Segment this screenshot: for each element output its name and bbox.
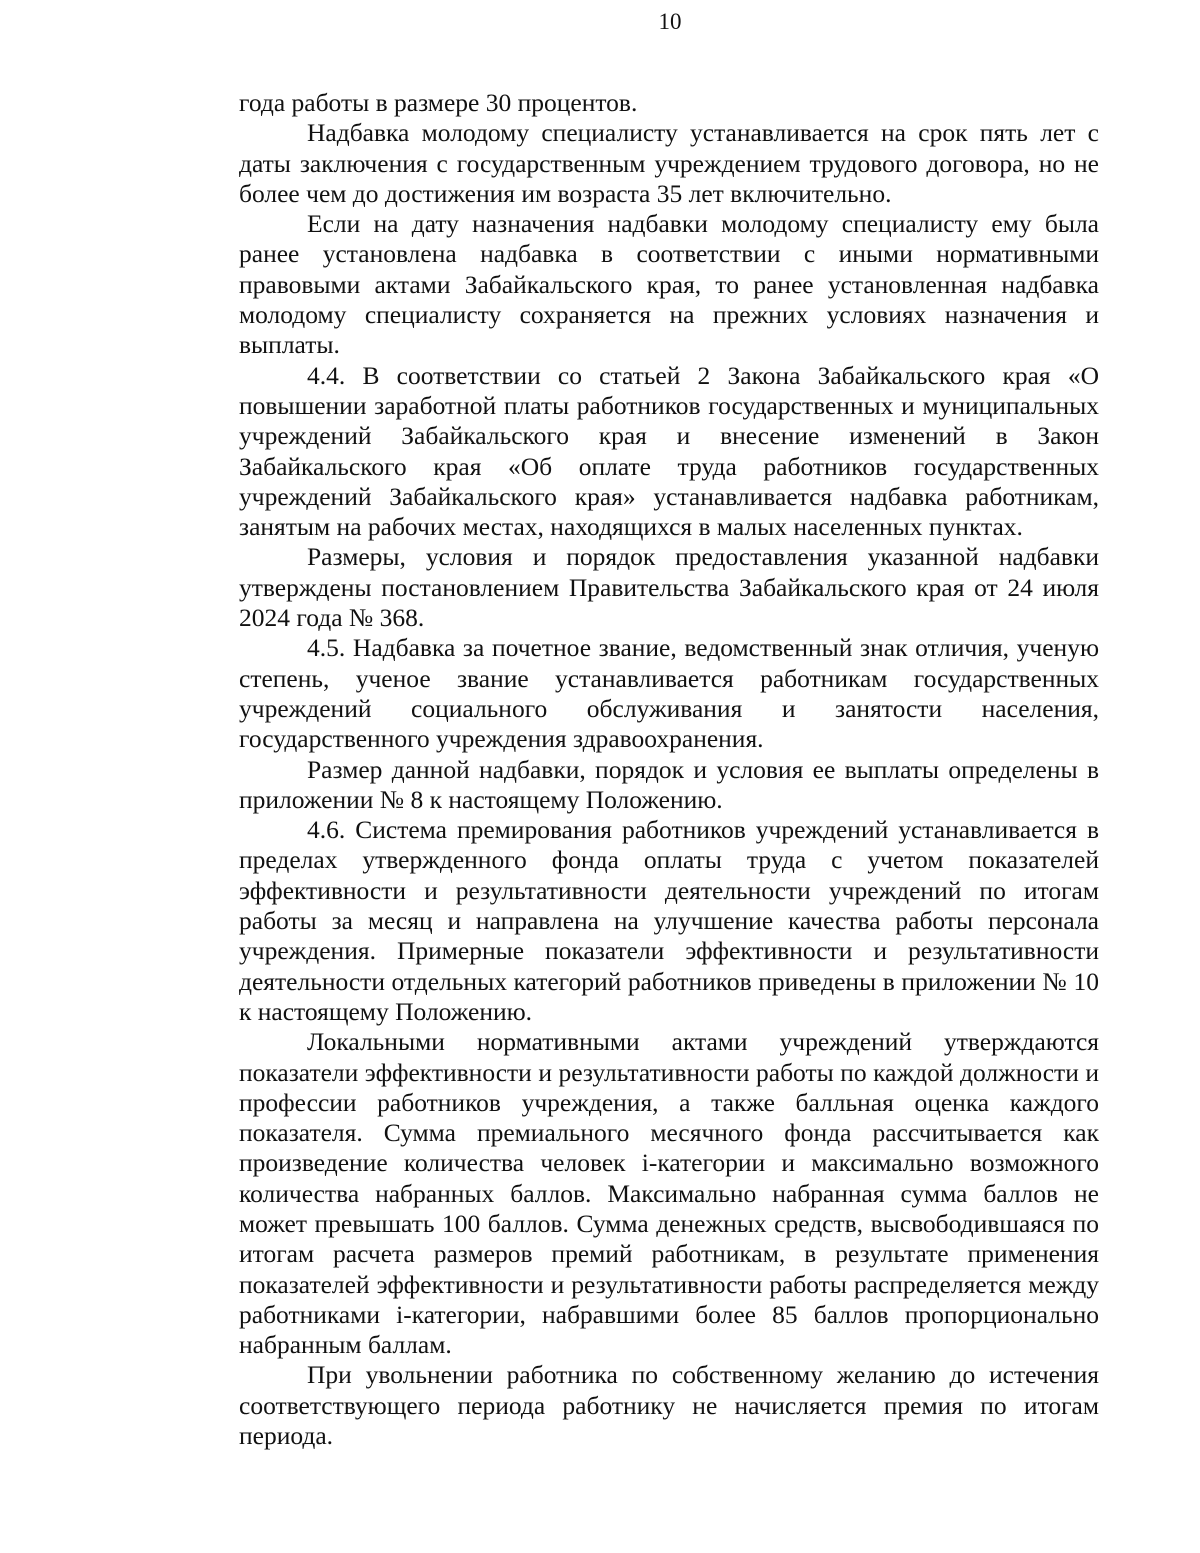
paragraph-section-4-6: 4.6. Система премирования работников учреждений устанавливается в пределах утвержденного фонда оплаты труда с учетом показателей эффективности и результативности деятельности учреждений по итогам работы за месяц и направлена на улучшение качества работы персонала учреждения. Примерные показатели эффективности и результативности деятельности отдельных категорий работников приведены в приложении № 10 к настоящему Положению. bbox=[239, 815, 1099, 1026]
paragraph-dismissal: При увольнении работника по собственному желанию до истечения соответствующего периода работнику не начисляется премия по итогам периода. bbox=[239, 1360, 1099, 1451]
page-number: 10 bbox=[658, 9, 682, 34]
paragraph-section-4-5: 4.5. Надбавка за почетное звание, ведомственный знак отличия, ученую степень, ученое звание устанавливается работникам государственных учреждений социального обслуживания и занятости населения, государственного учреждения здравоохранения. bbox=[239, 633, 1099, 754]
paragraph-section-4-4: 4.4. В соответствии со статьей 2 Закона Забайкальского края «О повышении заработной платы работников государственных и муниципальных учреждений Забайкальского края и внесение изменений в Закон Забайкальского края «Об оплате труда работников государственных учреждений Забайкальского края» устанавливается надбавка работникам, занятым на рабочих местах, находящихся в малых населенных пунктах. bbox=[239, 360, 1099, 542]
document-body bbox=[239, 88, 1099, 1451]
paragraph-local-acts: Локальными нормативными актами учреждений утверждаются показатели эффективности и результативности работы по каждой должности и профессии работников учреждения, а также балльная оценка каждого показателя. Сумма премиального месячного фонда рассчитывается как произведение количества человек i-категории и максимально возможного количества набранных баллов. Максимально набранная сумма баллов не может превышать 100 баллов. Сумма денежных средств, высвободившаяся по итогам расчета размеров премий работникам, в результате применения показателей эффективности и результативности работы распределяется между работниками i-категории, набравшими более 85 баллов пропорционально набранным баллам. bbox=[239, 1027, 1099, 1360]
paragraph-allowance-size-conditions: Размеры, условия и порядок предоставления указанной надбавки утверждены постановлением Правительства Забайкальского края от 24 июля 2024 года № 368. bbox=[239, 542, 1099, 633]
paragraph-allowance-appendix-8: Размер данной надбавки, порядок и условия ее выплаты определены в приложении № 8 к настоящему Положению. bbox=[239, 754, 1099, 814]
paragraph-young-specialist-term: Надбавка молодому специалисту устанавливается на срок пять лет с даты заключения с государственным учреждением трудового договора, но не более чем до достижения им возраста 35 лет включительно. bbox=[239, 118, 1099, 208]
paragraph-continuation: года работы в размере 30 процентов. bbox=[239, 88, 638, 117]
paragraph-young-specialist-preserved: Если на дату назначения надбавки молодому специалисту ему была ранее установлена надбавка в соответствии с иными нормативными правовыми актами Забайкальского края, то ранее установленная надбавка молодому специалисту сохраняется на прежних условиях назначения и выплаты. bbox=[239, 209, 1099, 360]
